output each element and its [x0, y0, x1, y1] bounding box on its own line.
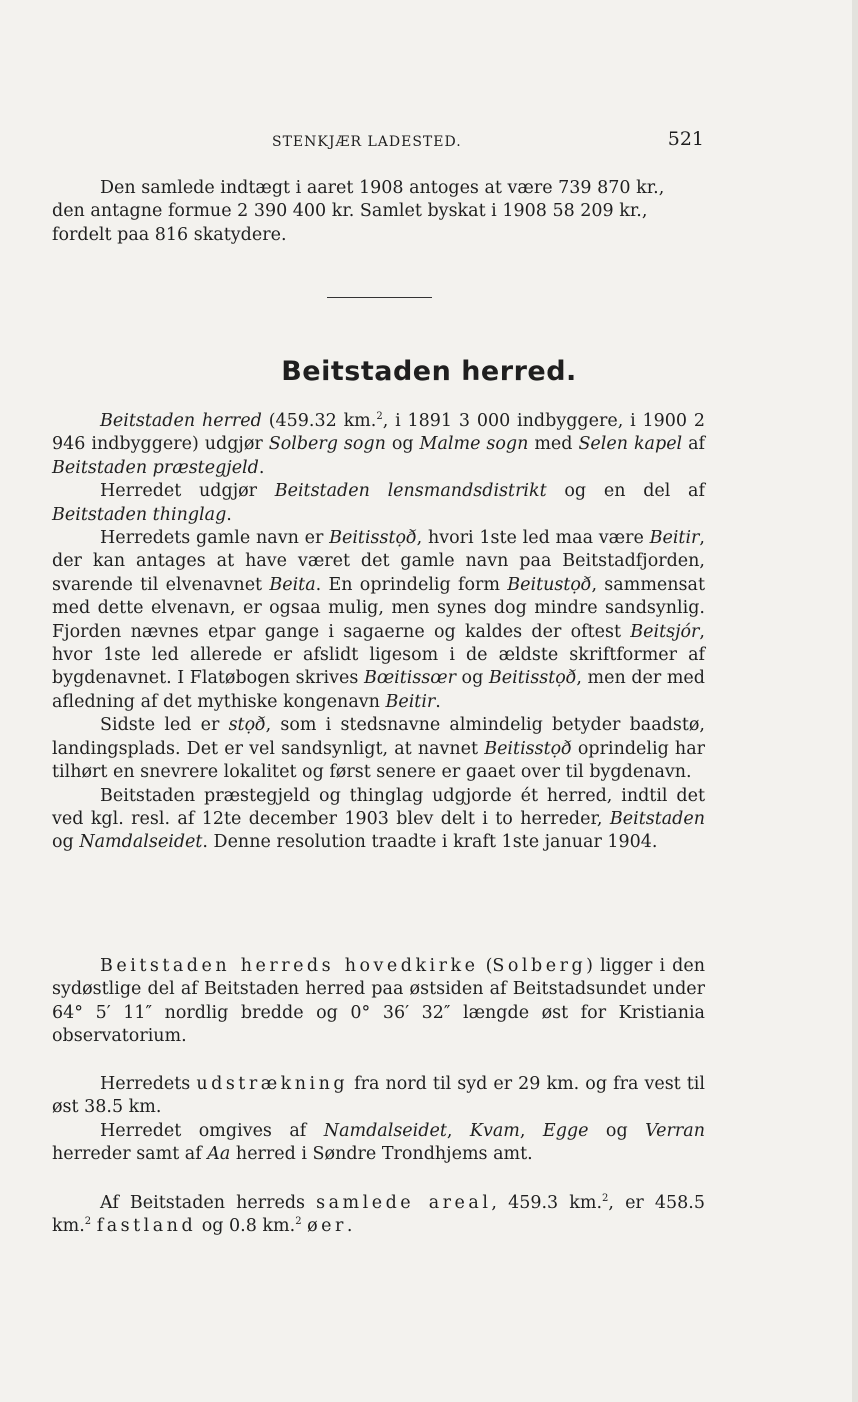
page-number: 521 — [667, 128, 704, 150]
paragraph-9: Af Beitstaden herreds samlede areal, 459.3 km.$^2$, er 458.5 km.$^2$ fastland og 0.8 km.$^2$ øer. — [52, 1193, 705, 1237]
running-head — [54, 128, 704, 158]
paragraph-6: Beitstaden herreds hovedkirke (Solberg) ligger i den sydøstlige del af Beitstaden herred paa østsiden af Beitstadsundet under 64° 5′ 11″ nordlig bredde og 0° 36′ 32″ længde øst for Kristiania observatorium. — [52, 956, 705, 1047]
paragraph-4: Sidste led er stọð, som i stedsnavne almindelig betyder baadstø, landingsplads. Det er vel sandsynligt, at navnet Beitisstọð oprindelig har tilhørt en snevrere lokalitet og først senere er gaaet over til bygdenavn. — [52, 715, 706, 783]
paragraph-8: Herredet omgives af Namdalseidet, Kvam, Egge og Verran herreder samt af Aa herred i Søndre Trondhjems amt. — [52, 1120, 705, 1165]
paragraph-5: Beitstaden præstegjeld og thinglag udgjorde ét herred, indtil det ved kgl. resl. af 12te december 1903 blev delt i to herreder, Beitstaden og Namdalseidet. Denne resolution traadte i kraft 1ste januar 1904. — [52, 785, 705, 853]
paragraph-2: Herredet udgjør Beitstaden lensmandsdistrikt og en del af Beitstaden thinglag. — [52, 481, 705, 525]
scan-edge — [852, 0, 858, 1402]
area-paragraph — [52, 1192, 705, 1239]
running-title: STENKJÆR LADESTED. — [272, 134, 462, 150]
paragraph-1: Beitstaden herred (459.32 km.$^2$, i 1891 3 000 indbyggere, i 1900 2 946 indbyggere) udgjør Solberg sogn og Malme sogn med Selen kapel af Beitstaden præstegjeld. — [52, 411, 706, 478]
intro-line-2: den antagne formue 2 390 400 kr. Samlet byskat i 1908 58 209 kr., — [52, 201, 648, 222]
extent-paragraph — [52, 1073, 705, 1167]
section-divider — [327, 297, 432, 298]
intro-paragraph — [52, 177, 705, 247]
section-heading: Beitstaden herred. — [281, 356, 577, 387]
paragraph-7: Herredets udstrækning fra nord til syd er 29 km. og fra vest til øst 38.5 km. — [52, 1074, 705, 1118]
body-text — [52, 410, 705, 855]
church-paragraph — [52, 955, 705, 1049]
intro-line-1: Den samlede indtægt i aaret 1908 antoges at være 739 870 kr., — [100, 178, 665, 198]
paragraph-3: Herredets gamle navn er Beitisstọð, hvori 1ste led maa være Beitir, der kan antages at have været det gamle navn paa Beitstadfjorden, svarende til elvenavnet Beita. En oprindelig form Beitustọð, sammensat med dette elvenavn, er ogsaa mulig, men synes dog mindre sandsynlig. Fjorden nævnes etpar gange i sagaerne og kaldes der oftest Beitsjór, hvor 1ste led allerede er afslidt ligesom i de ældste skriftformer af bygdenavnet. I Flatøbogen skrives Bœitissœr og Beitisstọð, men der med afledning af det mythiske kongenavn Beitir. — [52, 528, 705, 712]
intro-line-3: fordelt paa 816 skatydere. — [52, 224, 287, 245]
